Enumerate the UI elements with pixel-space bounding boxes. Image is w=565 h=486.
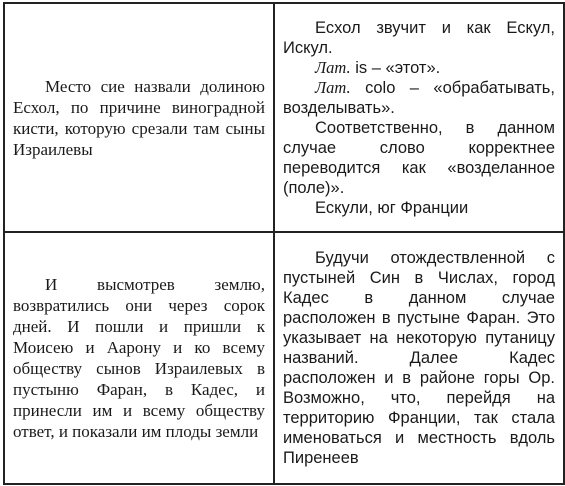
right-cell-row-2: [274, 232, 564, 484]
latin-note-colo: [283, 78, 555, 118]
latin-label: Лат.: [315, 57, 351, 77]
commentary-paragraph: Будучи отождествленной с пустыней Син в Числах, город Кадес в данном случае расположен в пустыне Фаран. Это указывает на некоторую путаницу названий. Далее Кадес расположен и в районе горы Ор. Возможно, что, перейдя на территорию Франции, так стала именоваться и местность вдоль Пиренеев: [283, 249, 555, 467]
comparison-table: [3, 2, 565, 485]
commentary-paragraph: Соответственно, в данном случае слово корректнее переводится как «возделанное (поле)».: [283, 118, 555, 197]
commentary-paragraph: Есхол звучит и как Ескул, Искул.: [283, 18, 555, 57]
latin-note-text: colo – «обрабатывать, возделывать».: [283, 78, 555, 117]
latin-note-text: is – «этот».: [350, 58, 441, 77]
right-cell-row-1: [274, 3, 564, 232]
bible-quote-eshcol: Место сие назвали долиною Есхол, по причине виноградной кисти, которую срезали там сыны Израилевы: [13, 76, 265, 159]
left-cell-row-1: [4, 3, 274, 232]
table-row: [4, 232, 564, 484]
bible-quote-kadesh: И высмотрев землю, возвратились они через сорок дней. И пошли и пришли к Моисею и Аарону и ко всему обществу сынов Израилевых в пустыню Фаран, в Кадес, и принесли им и всему обществу ответ, и показали им плоды земли: [13, 275, 265, 441]
left-cell-row-2: [4, 232, 274, 484]
latin-label: Лат.: [315, 77, 351, 97]
commentary-paragraph: Ескули, юг Франции: [315, 198, 469, 217]
latin-note-is: [283, 58, 555, 78]
table-row: [4, 3, 564, 232]
